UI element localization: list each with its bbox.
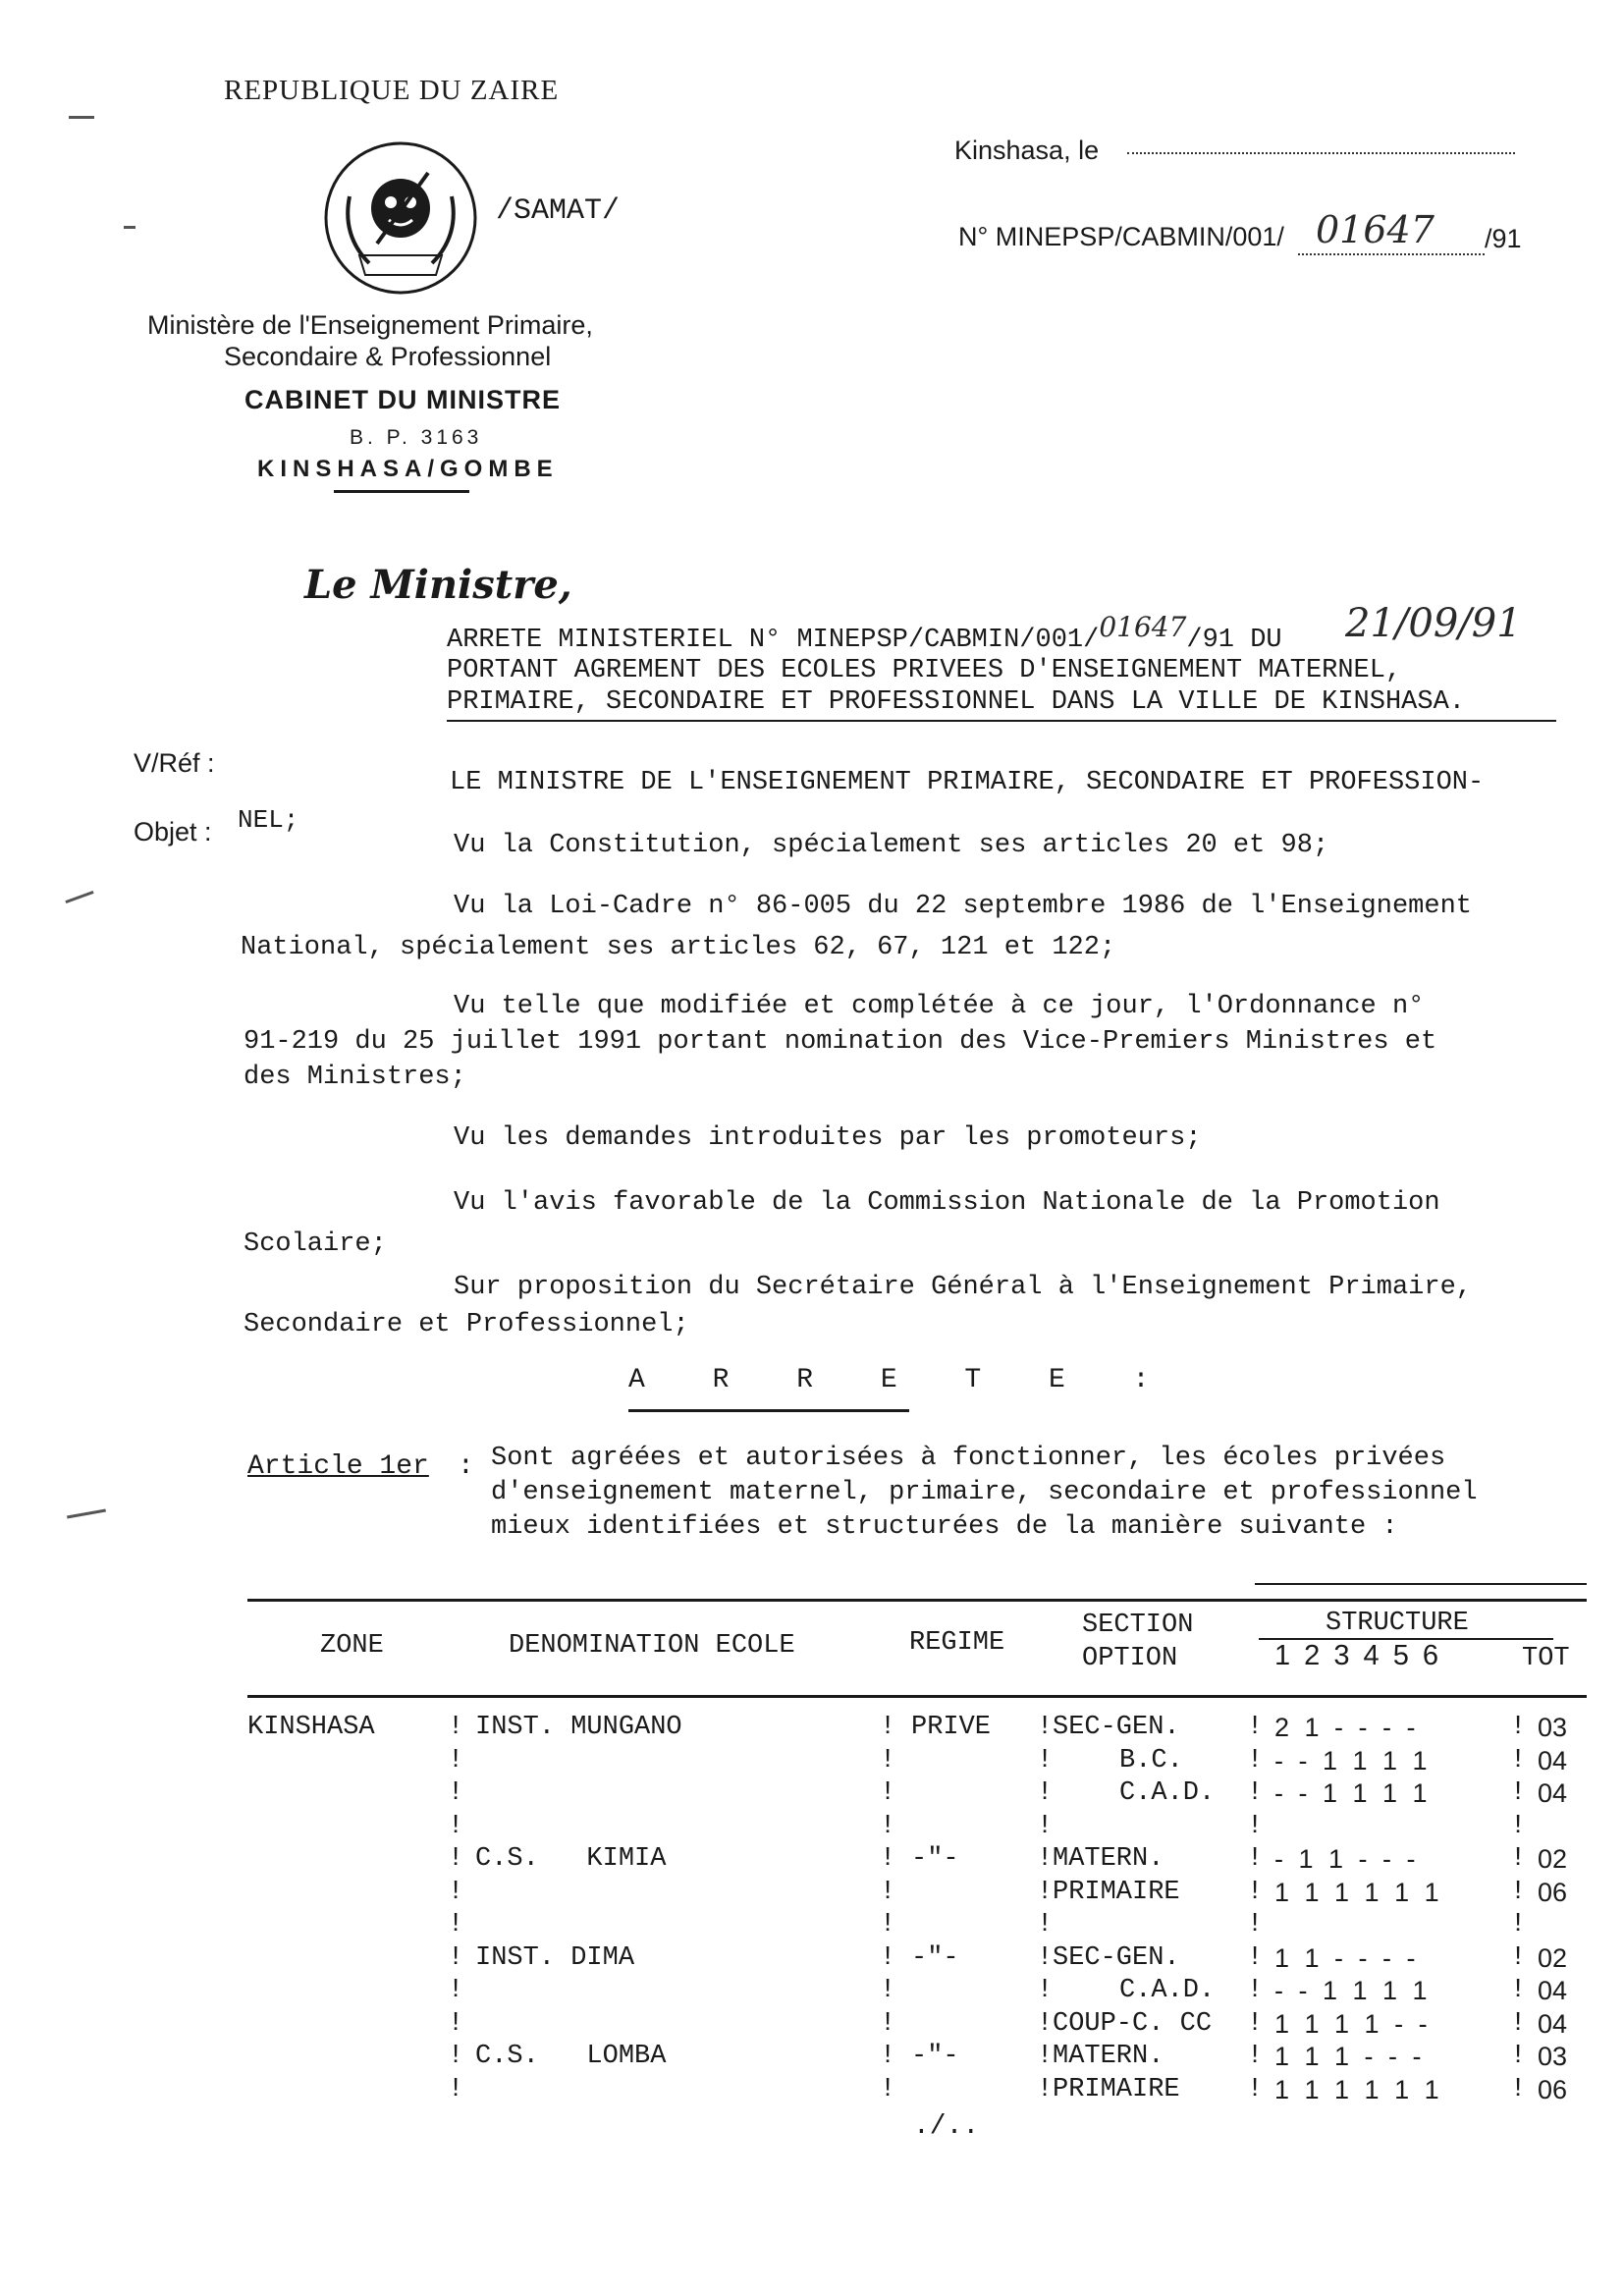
reference-number-handwritten: 01647 <box>1316 208 1435 251</box>
scan-artifact <box>67 1509 106 1519</box>
arrete-underline <box>628 1409 909 1412</box>
national-seal-emblem <box>320 137 481 299</box>
article-1-label: Article 1er <box>247 1451 429 1482</box>
col-header-option: OPTION <box>1082 1644 1178 1673</box>
column-separator: ! <box>1510 1844 1527 1874</box>
column-separator: ! <box>1510 1778 1527 1808</box>
column-separator: ! <box>880 2009 896 2039</box>
table-top-rule <box>247 1599 1587 1602</box>
decree-title-underline <box>447 720 1556 722</box>
decree-title-line-3: PRIMAIRE, SECONDAIRE ET PROFESSIONNEL DANS LA VILLE DE KINSHASA. <box>447 687 1465 717</box>
cell-school-name: C.S. LOMBA <box>475 2042 667 2071</box>
decree-date-handwritten: 21/09/91 <box>1345 601 1522 646</box>
cell-section-option: C.A.D. <box>1119 1976 1216 2005</box>
date-dotted-line <box>1127 152 1515 154</box>
col-header-denomination: DENOMINATION ECOLE <box>509 1631 795 1661</box>
column-separator: ! <box>1037 1910 1054 1939</box>
reference-dotted-line <box>1298 253 1485 255</box>
table-top-rule-short <box>1255 1583 1587 1585</box>
column-separator: ! <box>448 1713 464 1742</box>
column-separator: ! <box>1037 1812 1054 1841</box>
cell-structure-grades: - - 1 1 1 1 <box>1274 1778 1432 1808</box>
preamble-avis-1: Vu l'avis favorable de la Commission Nationale de la Promotion <box>454 1188 1440 1218</box>
cell-structure-grades: 1 1 1 1 1 1 <box>1274 1878 1443 1907</box>
cell-regime: -"- <box>911 2042 959 2071</box>
object-label: Objet : <box>134 817 212 847</box>
cell-total: 06 <box>1538 2075 1568 2104</box>
republic-title: REPUBLIQUE DU ZAIRE <box>224 75 560 106</box>
column-separator: ! <box>880 1910 896 1939</box>
column-separator: ! <box>880 2075 896 2104</box>
cell-school-name: INST. DIMA <box>475 1943 635 1973</box>
col-header-total: TOT <box>1522 1644 1570 1673</box>
decree-mid: /91 DU <box>1186 626 1282 655</box>
column-separator: ! <box>1510 1746 1527 1775</box>
column-separator: ! <box>1247 1812 1264 1841</box>
column-separator: ! <box>1247 2009 1264 2039</box>
cell-zone: KINSHASA <box>247 1713 375 1742</box>
column-separator: ! <box>1247 1943 1264 1973</box>
column-separator: ! <box>1037 2075 1054 2104</box>
cell-total: 04 <box>1538 2009 1568 2039</box>
cell-section-option: MATERN. <box>1053 2042 1164 2071</box>
cell-school-name: INST. MUNGANO <box>475 1713 682 1742</box>
column-separator: ! <box>1510 1812 1527 1841</box>
your-reference-label: V/Réf : <box>134 748 215 778</box>
cell-regime: -"- <box>911 1844 959 1874</box>
cell-total: 02 <box>1538 1844 1568 1874</box>
decree-title-line-2: PORTANT AGREMENT DES ECOLES PRIVEES D'ENSEIGNEMENT MATERNEL, <box>447 656 1402 685</box>
column-separator: ! <box>448 2009 464 2039</box>
cell-section-option: COUP-C. CC <box>1053 2009 1213 2039</box>
col-header-grades: 1 2 3 4 5 6 <box>1274 1640 1442 1671</box>
preamble-ordonnance-2: 91-219 du 25 juillet 1991 portant nomination des Vice-Premiers Ministres et <box>244 1027 1437 1057</box>
preamble-proposition-2: Secondaire et Professionnel; <box>244 1310 689 1339</box>
cell-total: 04 <box>1538 1778 1568 1808</box>
column-separator: ! <box>880 1746 896 1775</box>
arrete-heading: A R R E T E : <box>628 1365 1175 1395</box>
cell-structure-grades: 1 1 1 - - - <box>1274 2042 1426 2071</box>
column-separator: ! <box>448 1976 464 2005</box>
cell-section-option: SEC-GEN. <box>1053 1943 1180 1973</box>
column-separator: ! <box>1037 1976 1054 2005</box>
article-1-line-2: d'enseignement maternel, primaire, secondaire et professionnel <box>491 1478 1478 1507</box>
column-separator: ! <box>448 1910 464 1939</box>
column-separator: ! <box>1510 1713 1527 1742</box>
column-separator: ! <box>448 2075 464 2104</box>
cell-section-option: SEC-GEN. <box>1053 1713 1180 1742</box>
table-header-rule <box>247 1695 1587 1698</box>
column-separator: ! <box>880 1778 896 1808</box>
preamble-loi-cadre-2: National, spécialement ses articles 62, 67, 121 et 122; <box>241 933 1116 962</box>
cell-section-option: PRIMAIRE <box>1053 2075 1180 2104</box>
scan-artifact <box>65 891 93 903</box>
decree-title-line-1 <box>447 611 1282 655</box>
cell-total: 03 <box>1538 1713 1568 1742</box>
column-separator: ! <box>1247 2042 1264 2071</box>
signatory-heading: Le Ministre, <box>304 562 572 608</box>
cell-total: 02 <box>1538 1943 1568 1973</box>
column-separator: ! <box>448 1746 464 1775</box>
cell-school-name: C.S. KIMIA <box>475 1844 667 1874</box>
page-continuation-mark: ./.. <box>913 2111 980 2142</box>
col-header-zone: ZONE <box>320 1631 384 1661</box>
cell-structure-grades: 1 1 1 1 - - <box>1274 2009 1432 2039</box>
column-separator: ! <box>880 1976 896 2005</box>
column-separator: ! <box>880 1713 896 1742</box>
cell-total: 04 <box>1538 1746 1568 1775</box>
cell-structure-grades: - - 1 1 1 1 <box>1274 1976 1432 2005</box>
column-separator: ! <box>1510 2042 1527 2071</box>
preamble-minister-end: NEL; <box>238 805 299 835</box>
cell-structure-grades: 1 1 1 1 1 1 <box>1274 2075 1443 2104</box>
article-1-colon: : <box>458 1451 474 1482</box>
postal-box: B. P. 3163 <box>350 426 483 449</box>
place-date-label: Kinshasa, le <box>954 136 1100 165</box>
column-separator: ! <box>1510 1878 1527 1907</box>
column-separator: ! <box>1247 1976 1264 2005</box>
column-separator: ! <box>1037 1778 1054 1808</box>
preamble-loi-cadre-1: Vu la Loi-Cadre n° 86-005 du 22 septembre 1986 de l'Enseignement <box>454 892 1472 921</box>
column-separator: ! <box>448 1844 464 1874</box>
preamble-avis-2: Scolaire; <box>244 1229 387 1259</box>
preamble-constitution: Vu la Constitution, spécialement ses articles 20 et 98; <box>454 831 1329 860</box>
article-1-line-3: mieux identifiées et structurées de la manière suivante : <box>491 1512 1398 1542</box>
column-separator: ! <box>448 1778 464 1808</box>
column-separator: ! <box>880 1844 896 1874</box>
col-header-regime: REGIME <box>909 1628 1005 1658</box>
cell-structure-grades: 2 1 - - - - <box>1274 1713 1420 1742</box>
preamble-demandes: Vu les demandes introduites par les promoteurs; <box>454 1123 1202 1153</box>
ministry-line-1: Ministère de l'Enseignement Primaire, <box>147 310 593 340</box>
reference-prefix: N° MINEPSP/CABMIN/001/ <box>958 222 1284 251</box>
cell-regime: PRIVE <box>911 1713 992 1742</box>
cell-section-option: PRIMAIRE <box>1053 1878 1180 1907</box>
column-separator: ! <box>1247 1878 1264 1907</box>
column-separator: ! <box>1510 2075 1527 2104</box>
ministry-line-2: Secondaire & Professionnel <box>224 342 552 371</box>
cabinet-title: CABINET DU MINISTRE <box>244 385 561 414</box>
column-separator: ! <box>1037 2009 1054 2039</box>
column-separator: ! <box>1247 1844 1264 1874</box>
decree-prefix: ARRETE MINISTERIEL N° MINEPSP/CABMIN/001/ <box>447 626 1100 655</box>
column-separator: ! <box>1510 1910 1527 1939</box>
column-separator: ! <box>1037 1943 1054 1973</box>
column-separator: ! <box>880 2042 896 2071</box>
cell-section-option: C.A.D. <box>1119 1778 1216 1808</box>
column-separator: ! <box>1037 1746 1054 1775</box>
column-separator: ! <box>448 2042 464 2071</box>
column-separator: ! <box>880 1878 896 1907</box>
column-separator: ! <box>448 1812 464 1841</box>
header-divider <box>334 490 469 493</box>
column-separator: ! <box>1037 1844 1054 1874</box>
column-separator: ! <box>1247 1910 1264 1939</box>
cell-total: 03 <box>1538 2042 1568 2071</box>
preamble-ordonnance-3: des Ministres; <box>244 1063 466 1092</box>
cell-total: 06 <box>1538 1878 1568 1907</box>
column-separator: ! <box>448 1878 464 1907</box>
samat-label: /SAMAT/ <box>496 194 621 228</box>
decree-number-handwritten: 01647 <box>1099 611 1187 643</box>
scan-artifact <box>124 226 135 229</box>
cell-total: 04 <box>1538 1976 1568 2005</box>
cell-regime: -"- <box>911 1943 959 1973</box>
col-header-structure: STRUCTURE <box>1326 1609 1469 1638</box>
column-separator: ! <box>1510 1943 1527 1973</box>
cell-structure-grades: - - 1 1 1 1 <box>1274 1746 1432 1775</box>
preamble-proposition-1: Sur proposition du Secrétaire Général à l'Enseignement Primaire, <box>454 1273 1472 1302</box>
column-separator: ! <box>1247 1778 1264 1808</box>
column-separator: ! <box>880 1812 896 1841</box>
city-address: KINSHASA/GOMBE <box>257 456 559 482</box>
column-separator: ! <box>448 1943 464 1973</box>
column-separator: ! <box>1247 1713 1264 1742</box>
column-separator: ! <box>1037 2042 1054 2071</box>
article-1-line-1: Sont agréées et autorisées à fonctionner, les écoles privées <box>491 1444 1446 1473</box>
column-separator: ! <box>1247 1746 1264 1775</box>
cell-section-option: MATERN. <box>1053 1844 1164 1874</box>
reference-suffix: /91 <box>1485 224 1522 253</box>
column-separator: ! <box>1510 2009 1527 2039</box>
cell-section-option: B.C. <box>1119 1746 1183 1775</box>
column-separator: ! <box>1037 1878 1054 1907</box>
cell-structure-grades: - 1 1 - - - <box>1274 1844 1420 1874</box>
column-separator: ! <box>880 1943 896 1973</box>
scan-artifact <box>69 116 94 119</box>
preamble-ordonnance-1: Vu telle que modifiée et complétée à ce jour, l'Ordonnance n° <box>454 992 1425 1021</box>
preamble-minister: LE MINISTRE DE L'ENSEIGNEMENT PRIMAIRE, SECONDAIRE ET PROFESSION- <box>450 768 1485 797</box>
column-separator: ! <box>1037 1713 1054 1742</box>
col-header-section: SECTION <box>1082 1611 1194 1640</box>
cell-structure-grades: 1 1 - - - - <box>1274 1943 1420 1973</box>
column-separator: ! <box>1510 1976 1527 2005</box>
column-separator: ! <box>1247 2075 1264 2104</box>
